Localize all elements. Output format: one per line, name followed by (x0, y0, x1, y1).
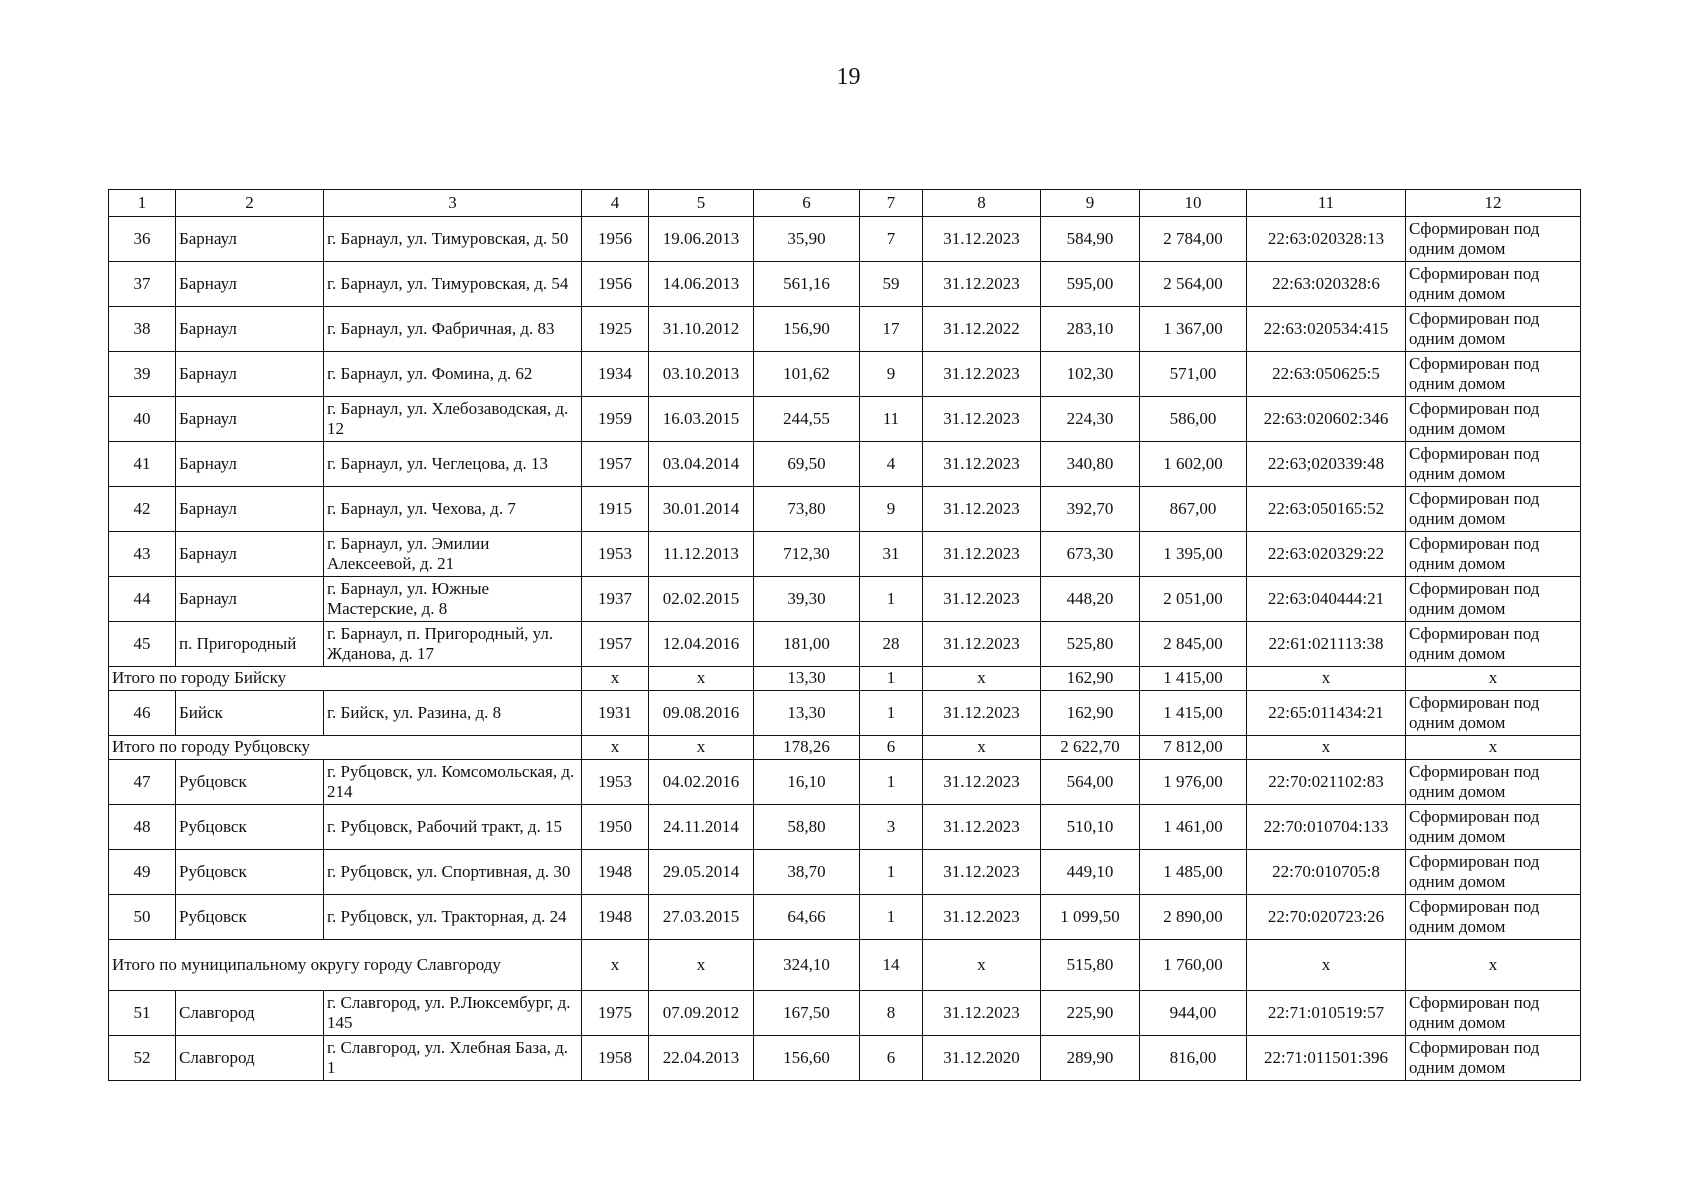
cell-row-number: 38 (109, 307, 176, 352)
cell-row-number: 42 (109, 487, 176, 532)
cell-land-status: Сформирован под одним домом (1406, 991, 1581, 1036)
cell-settlement: Барнаул (176, 352, 324, 397)
cell-relocation-deadline: 31.12.2023 (923, 760, 1041, 805)
cell-address: г. Барнаул, ул. Фомина, д. 62 (324, 352, 582, 397)
table-row (109, 307, 1581, 352)
cell-area: 167,50 (754, 991, 860, 1036)
cell-cadastral-number: 22:70:021102:83 (1247, 760, 1406, 805)
cell-year-built: 1975 (582, 991, 649, 1036)
cell-address: г. Барнаул, ул. Тимуровская, д. 54 (324, 262, 582, 307)
cell-relocation-deadline: 31.12.2023 (923, 397, 1041, 442)
subtotal-label: Итого по городу Бийску (109, 667, 582, 691)
cell-row-number: 37 (109, 262, 176, 307)
cell-recognition-date: 14.06.2013 (649, 262, 754, 307)
cell-area: 69,50 (754, 442, 860, 487)
cell-cadastral-value: 1 395,00 (1140, 532, 1247, 577)
subtotal-cadastral-number: x (1247, 940, 1406, 991)
cell-land-area: 340,80 (1041, 442, 1140, 487)
table-row (109, 805, 1581, 850)
cell-cadastral-number: 22:63:020602:346 (1247, 397, 1406, 442)
cell-cadastral-number: 22:63;020339:48 (1247, 442, 1406, 487)
cell-area: 35,90 (754, 217, 860, 262)
cell-area: 73,80 (754, 487, 860, 532)
cell-land-area: 448,20 (1041, 577, 1140, 622)
cell-recognition-date: 31.10.2012 (649, 307, 754, 352)
cell-settlement: Рубцовск (176, 895, 324, 940)
cell-land-status: Сформирован под одним домом (1406, 691, 1581, 736)
cell-address: г. Рубцовск, ул. Тракторная, д. 24 (324, 895, 582, 940)
subtotal-residents: 6 (860, 736, 923, 760)
cell-recognition-date: 30.01.2014 (649, 487, 754, 532)
cell-land-status: Сформирован под одним домом (1406, 760, 1581, 805)
subtotal-land-status: x (1406, 736, 1581, 760)
cell-recognition-date: 04.02.2016 (649, 760, 754, 805)
cell-row-number: 47 (109, 760, 176, 805)
cell-land-area: 673,30 (1041, 532, 1140, 577)
cell-land-status: Сформирован под одним домом (1406, 805, 1581, 850)
cell-residents: 1 (860, 691, 923, 736)
cell-recognition-date: 03.10.2013 (649, 352, 754, 397)
cell-address: г. Барнаул, ул. Хлебозаводская, д. 12 (324, 397, 582, 442)
cell-residents: 28 (860, 622, 923, 667)
cell-cadastral-number: 22:63:020534:415 (1247, 307, 1406, 352)
column-number-header: 1 (109, 190, 176, 217)
subtotal-label: Итого по городу Рубцовску (109, 736, 582, 760)
cell-cadastral-number: 22:63:020328:13 (1247, 217, 1406, 262)
cell-row-number: 43 (109, 532, 176, 577)
cell-area: 64,66 (754, 895, 860, 940)
subtotal-cadastral-value: 7 812,00 (1140, 736, 1247, 760)
cell-address: г. Славгород, ул. Хлебная База, д. 1 (324, 1036, 582, 1081)
cell-area: 156,60 (754, 1036, 860, 1081)
cell-year-built: 1937 (582, 577, 649, 622)
cell-cadastral-number: 22:61:021113:38 (1247, 622, 1406, 667)
cell-row-number: 41 (109, 442, 176, 487)
cell-land-status: Сформирован под одним домом (1406, 577, 1581, 622)
table-row (109, 532, 1581, 577)
cell-residents: 1 (860, 577, 923, 622)
table-row (109, 442, 1581, 487)
cell-row-number: 51 (109, 991, 176, 1036)
cell-relocation-deadline: 31.12.2023 (923, 487, 1041, 532)
cell-residents: 1 (860, 850, 923, 895)
table-header-row (109, 190, 1581, 217)
column-number-header: 12 (1406, 190, 1581, 217)
cell-settlement: Барнаул (176, 487, 324, 532)
cell-cadastral-value: 816,00 (1140, 1036, 1247, 1081)
cell-land-area: 525,80 (1041, 622, 1140, 667)
cell-settlement: Рубцовск (176, 805, 324, 850)
cell-year-built: 1956 (582, 217, 649, 262)
cell-relocation-deadline: 31.12.2023 (923, 577, 1041, 622)
table-row (109, 850, 1581, 895)
cell-land-area: 392,70 (1041, 487, 1140, 532)
cell-cadastral-number: 22:63:050625:5 (1247, 352, 1406, 397)
cell-residents: 17 (860, 307, 923, 352)
cell-area: 58,80 (754, 805, 860, 850)
cell-land-area: 162,90 (1041, 691, 1140, 736)
cell-address: г. Барнаул, ул. Фабричная, д. 83 (324, 307, 582, 352)
table-row (109, 487, 1581, 532)
cell-recognition-date: 09.08.2016 (649, 691, 754, 736)
cell-cadastral-number: 22:63:020329:22 (1247, 532, 1406, 577)
cell-cadastral-value: 2 845,00 (1140, 622, 1247, 667)
subtotal-area: 324,10 (754, 940, 860, 991)
cell-row-number: 39 (109, 352, 176, 397)
column-number-header: 8 (923, 190, 1041, 217)
subtotal-recognition-date: x (649, 667, 754, 691)
cell-land-status: Сформирован под одним домом (1406, 397, 1581, 442)
cell-settlement: Барнаул (176, 307, 324, 352)
subtotal-area: 178,26 (754, 736, 860, 760)
cell-settlement: Барнаул (176, 442, 324, 487)
cell-land-area: 1 099,50 (1041, 895, 1140, 940)
cell-row-number: 40 (109, 397, 176, 442)
subtotal-year-built: x (582, 667, 649, 691)
column-number-header: 3 (324, 190, 582, 217)
cell-land-status: Сформирован под одним домом (1406, 307, 1581, 352)
cell-year-built: 1957 (582, 442, 649, 487)
cell-land-area: 289,90 (1041, 1036, 1140, 1081)
table-row (109, 397, 1581, 442)
cell-year-built: 1953 (582, 532, 649, 577)
cell-settlement: Барнаул (176, 532, 324, 577)
page-number: 19 (836, 64, 861, 90)
cell-settlement: Бийск (176, 691, 324, 736)
cell-relocation-deadline: 31.12.2023 (923, 805, 1041, 850)
cell-address: г. Барнаул, ул. Чеглецова, д. 13 (324, 442, 582, 487)
cell-relocation-deadline: 31.12.2023 (923, 850, 1041, 895)
cell-residents: 11 (860, 397, 923, 442)
cell-area: 712,30 (754, 532, 860, 577)
cell-settlement: Рубцовск (176, 760, 324, 805)
cell-row-number: 46 (109, 691, 176, 736)
column-number-header: 10 (1140, 190, 1247, 217)
cell-address: г. Рубцовск, Рабочий тракт, д. 15 (324, 805, 582, 850)
cell-land-status: Сформирован под одним домом (1406, 850, 1581, 895)
cell-cadastral-value: 1 485,00 (1140, 850, 1247, 895)
cell-year-built: 1931 (582, 691, 649, 736)
cell-cadastral-value: 944,00 (1140, 991, 1247, 1036)
cell-area: 101,62 (754, 352, 860, 397)
cell-cadastral-number: 22:71:011501:396 (1247, 1036, 1406, 1081)
cell-year-built: 1957 (582, 622, 649, 667)
cell-land-status: Сформирован под одним домом (1406, 895, 1581, 940)
cell-residents: 8 (860, 991, 923, 1036)
table-row (109, 691, 1581, 736)
table-row (109, 895, 1581, 940)
subtotal-relocation-deadline: x (923, 940, 1041, 991)
cell-cadastral-value: 2 784,00 (1140, 217, 1247, 262)
subtotal-land-area: 2 622,70 (1041, 736, 1140, 760)
table-row (109, 622, 1581, 667)
subtotal-year-built: x (582, 736, 649, 760)
cell-recognition-date: 22.04.2013 (649, 1036, 754, 1081)
cell-cadastral-number: 22:71:010519:57 (1247, 991, 1406, 1036)
subtotal-cadastral-value: 1 760,00 (1140, 940, 1247, 991)
cell-row-number: 48 (109, 805, 176, 850)
cell-relocation-deadline: 31.12.2023 (923, 991, 1041, 1036)
cell-recognition-date: 02.02.2015 (649, 577, 754, 622)
subtotal-row (109, 940, 1581, 991)
cell-year-built: 1915 (582, 487, 649, 532)
column-number-header: 7 (860, 190, 923, 217)
cell-recognition-date: 19.06.2013 (649, 217, 754, 262)
cell-land-area: 225,90 (1041, 991, 1140, 1036)
cell-residents: 1 (860, 895, 923, 940)
cell-recognition-date: 24.11.2014 (649, 805, 754, 850)
cell-address: г. Рубцовск, ул. Комсомольская, д. 214 (324, 760, 582, 805)
cell-address: г. Рубцовск, ул. Спортивная, д. 30 (324, 850, 582, 895)
cell-residents: 4 (860, 442, 923, 487)
cell-land-status: Сформирован под одним домом (1406, 622, 1581, 667)
cell-recognition-date: 16.03.2015 (649, 397, 754, 442)
table-row (109, 760, 1581, 805)
subtotal-row (109, 736, 1581, 760)
cell-land-area: 510,10 (1041, 805, 1140, 850)
cell-cadastral-value: 2 890,00 (1140, 895, 1247, 940)
cell-cadastral-value: 867,00 (1140, 487, 1247, 532)
cell-cadastral-value: 1 415,00 (1140, 691, 1247, 736)
cell-cadastral-number: 22:65:011434:21 (1247, 691, 1406, 736)
cell-cadastral-value: 1 367,00 (1140, 307, 1247, 352)
cell-year-built: 1958 (582, 1036, 649, 1081)
cell-year-built: 1925 (582, 307, 649, 352)
subtotal-cadastral-number: x (1247, 667, 1406, 691)
cell-year-built: 1950 (582, 805, 649, 850)
cell-cadastral-number: 22:70:020723:26 (1247, 895, 1406, 940)
cell-settlement: Барнаул (176, 217, 324, 262)
cell-row-number: 45 (109, 622, 176, 667)
table-row (109, 1036, 1581, 1081)
cell-relocation-deadline: 31.12.2023 (923, 532, 1041, 577)
cell-cadastral-value: 1 461,00 (1140, 805, 1247, 850)
cell-land-status: Сформирован под одним домом (1406, 262, 1581, 307)
cell-cadastral-number: 22:63:050165:52 (1247, 487, 1406, 532)
cell-cadastral-number: 22:63:040444:21 (1247, 577, 1406, 622)
cell-row-number: 50 (109, 895, 176, 940)
cell-relocation-deadline: 31.12.2023 (923, 352, 1041, 397)
cell-land-area: 595,00 (1041, 262, 1140, 307)
subtotal-year-built: x (582, 940, 649, 991)
cell-cadastral-number: 22:63:020328:6 (1247, 262, 1406, 307)
cell-land-status: Сформирован под одним домом (1406, 487, 1581, 532)
cell-land-status: Сформирован под одним домом (1406, 352, 1581, 397)
cell-cadastral-number: 22:70:010704:133 (1247, 805, 1406, 850)
cell-row-number: 44 (109, 577, 176, 622)
cell-address: г. Бийск, ул. Разина, д. 8 (324, 691, 582, 736)
cell-address: г. Барнаул, ул. Тимуровская, д. 50 (324, 217, 582, 262)
cell-relocation-deadline: 31.12.2022 (923, 307, 1041, 352)
subtotal-recognition-date: x (649, 940, 754, 991)
housing-register-table (108, 189, 1581, 1081)
cell-residents: 9 (860, 352, 923, 397)
cell-recognition-date: 07.09.2012 (649, 991, 754, 1036)
cell-relocation-deadline: 31.12.2023 (923, 622, 1041, 667)
column-number-header: 6 (754, 190, 860, 217)
cell-cadastral-value: 2 564,00 (1140, 262, 1247, 307)
cell-land-area: 584,90 (1041, 217, 1140, 262)
subtotal-label: Итого по муниципальному округу городу Славгороду (109, 940, 582, 991)
cell-residents: 1 (860, 760, 923, 805)
cell-land-status: Сформирован под одним домом (1406, 442, 1581, 487)
cell-cadastral-value: 2 051,00 (1140, 577, 1247, 622)
cell-year-built: 1956 (582, 262, 649, 307)
cell-area: 156,90 (754, 307, 860, 352)
column-number-header: 4 (582, 190, 649, 217)
cell-recognition-date: 12.04.2016 (649, 622, 754, 667)
cell-relocation-deadline: 31.12.2023 (923, 217, 1041, 262)
cell-address: г. Барнаул, ул. Южные Мастерские, д. 8 (324, 577, 582, 622)
cell-cadastral-value: 571,00 (1140, 352, 1247, 397)
cell-cadastral-value: 586,00 (1140, 397, 1247, 442)
cell-address: г. Барнаул, ул. Чехова, д. 7 (324, 487, 582, 532)
subtotal-land-area: 162,90 (1041, 667, 1140, 691)
cell-area: 181,00 (754, 622, 860, 667)
cell-settlement: Славгород (176, 1036, 324, 1081)
cell-address: г. Барнаул, ул. Эмилии Алексеевой, д. 21 (324, 532, 582, 577)
subtotal-land-status: x (1406, 940, 1581, 991)
subtotal-area: 13,30 (754, 667, 860, 691)
column-number-header: 5 (649, 190, 754, 217)
cell-area: 13,30 (754, 691, 860, 736)
cell-area: 16,10 (754, 760, 860, 805)
table-body (109, 190, 1581, 1081)
cell-residents: 7 (860, 217, 923, 262)
cell-year-built: 1948 (582, 895, 649, 940)
cell-area: 39,30 (754, 577, 860, 622)
cell-year-built: 1948 (582, 850, 649, 895)
cell-recognition-date: 29.05.2014 (649, 850, 754, 895)
cell-row-number: 52 (109, 1036, 176, 1081)
cell-residents: 9 (860, 487, 923, 532)
column-number-header: 11 (1247, 190, 1406, 217)
cell-settlement: Рубцовск (176, 850, 324, 895)
cell-residents: 59 (860, 262, 923, 307)
cell-land-area: 224,30 (1041, 397, 1140, 442)
cell-cadastral-number: 22:70:010705:8 (1247, 850, 1406, 895)
cell-cadastral-value: 1 602,00 (1140, 442, 1247, 487)
column-number-header: 9 (1041, 190, 1140, 217)
subtotal-residents: 14 (860, 940, 923, 991)
subtotal-land-status: x (1406, 667, 1581, 691)
cell-recognition-date: 27.03.2015 (649, 895, 754, 940)
cell-settlement: п. Пригородный (176, 622, 324, 667)
cell-land-area: 102,30 (1041, 352, 1140, 397)
cell-land-status: Сформирован под одним домом (1406, 532, 1581, 577)
cell-relocation-deadline: 31.12.2023 (923, 442, 1041, 487)
cell-settlement: Барнаул (176, 397, 324, 442)
cell-area: 244,55 (754, 397, 860, 442)
subtotal-relocation-deadline: x (923, 667, 1041, 691)
cell-land-status: Сформирован под одним домом (1406, 1036, 1581, 1081)
cell-land-area: 283,10 (1041, 307, 1140, 352)
subtotal-row (109, 667, 1581, 691)
cell-area: 38,70 (754, 850, 860, 895)
cell-cadastral-value: 1 976,00 (1140, 760, 1247, 805)
cell-settlement: Славгород (176, 991, 324, 1036)
cell-row-number: 49 (109, 850, 176, 895)
subtotal-relocation-deadline: x (923, 736, 1041, 760)
cell-year-built: 1934 (582, 352, 649, 397)
cell-land-area: 564,00 (1041, 760, 1140, 805)
cell-residents: 3 (860, 805, 923, 850)
cell-row-number: 36 (109, 217, 176, 262)
cell-recognition-date: 11.12.2013 (649, 532, 754, 577)
cell-relocation-deadline: 31.12.2023 (923, 895, 1041, 940)
table-row (109, 217, 1581, 262)
cell-settlement: Барнаул (176, 577, 324, 622)
table-row (109, 991, 1581, 1036)
cell-relocation-deadline: 31.12.2023 (923, 691, 1041, 736)
cell-recognition-date: 03.04.2014 (649, 442, 754, 487)
cell-settlement: Барнаул (176, 262, 324, 307)
column-number-header: 2 (176, 190, 324, 217)
cell-area: 561,16 (754, 262, 860, 307)
table-row (109, 262, 1581, 307)
subtotal-residents: 1 (860, 667, 923, 691)
cell-address: г. Барнаул, п. Пригородный, ул. Жданова, д. 17 (324, 622, 582, 667)
cell-address: г. Славгород, ул. Р.Люксембург, д. 145 (324, 991, 582, 1036)
cell-residents: 6 (860, 1036, 923, 1081)
subtotal-land-area: 515,80 (1041, 940, 1140, 991)
cell-land-status: Сформирован под одним домом (1406, 217, 1581, 262)
table-row (109, 352, 1581, 397)
table-row (109, 577, 1581, 622)
subtotal-cadastral-number: x (1247, 736, 1406, 760)
cell-year-built: 1953 (582, 760, 649, 805)
subtotal-cadastral-value: 1 415,00 (1140, 667, 1247, 691)
subtotal-recognition-date: x (649, 736, 754, 760)
cell-year-built: 1959 (582, 397, 649, 442)
cell-land-area: 449,10 (1041, 850, 1140, 895)
cell-relocation-deadline: 31.12.2020 (923, 1036, 1041, 1081)
cell-residents: 31 (860, 532, 923, 577)
cell-relocation-deadline: 31.12.2023 (923, 262, 1041, 307)
